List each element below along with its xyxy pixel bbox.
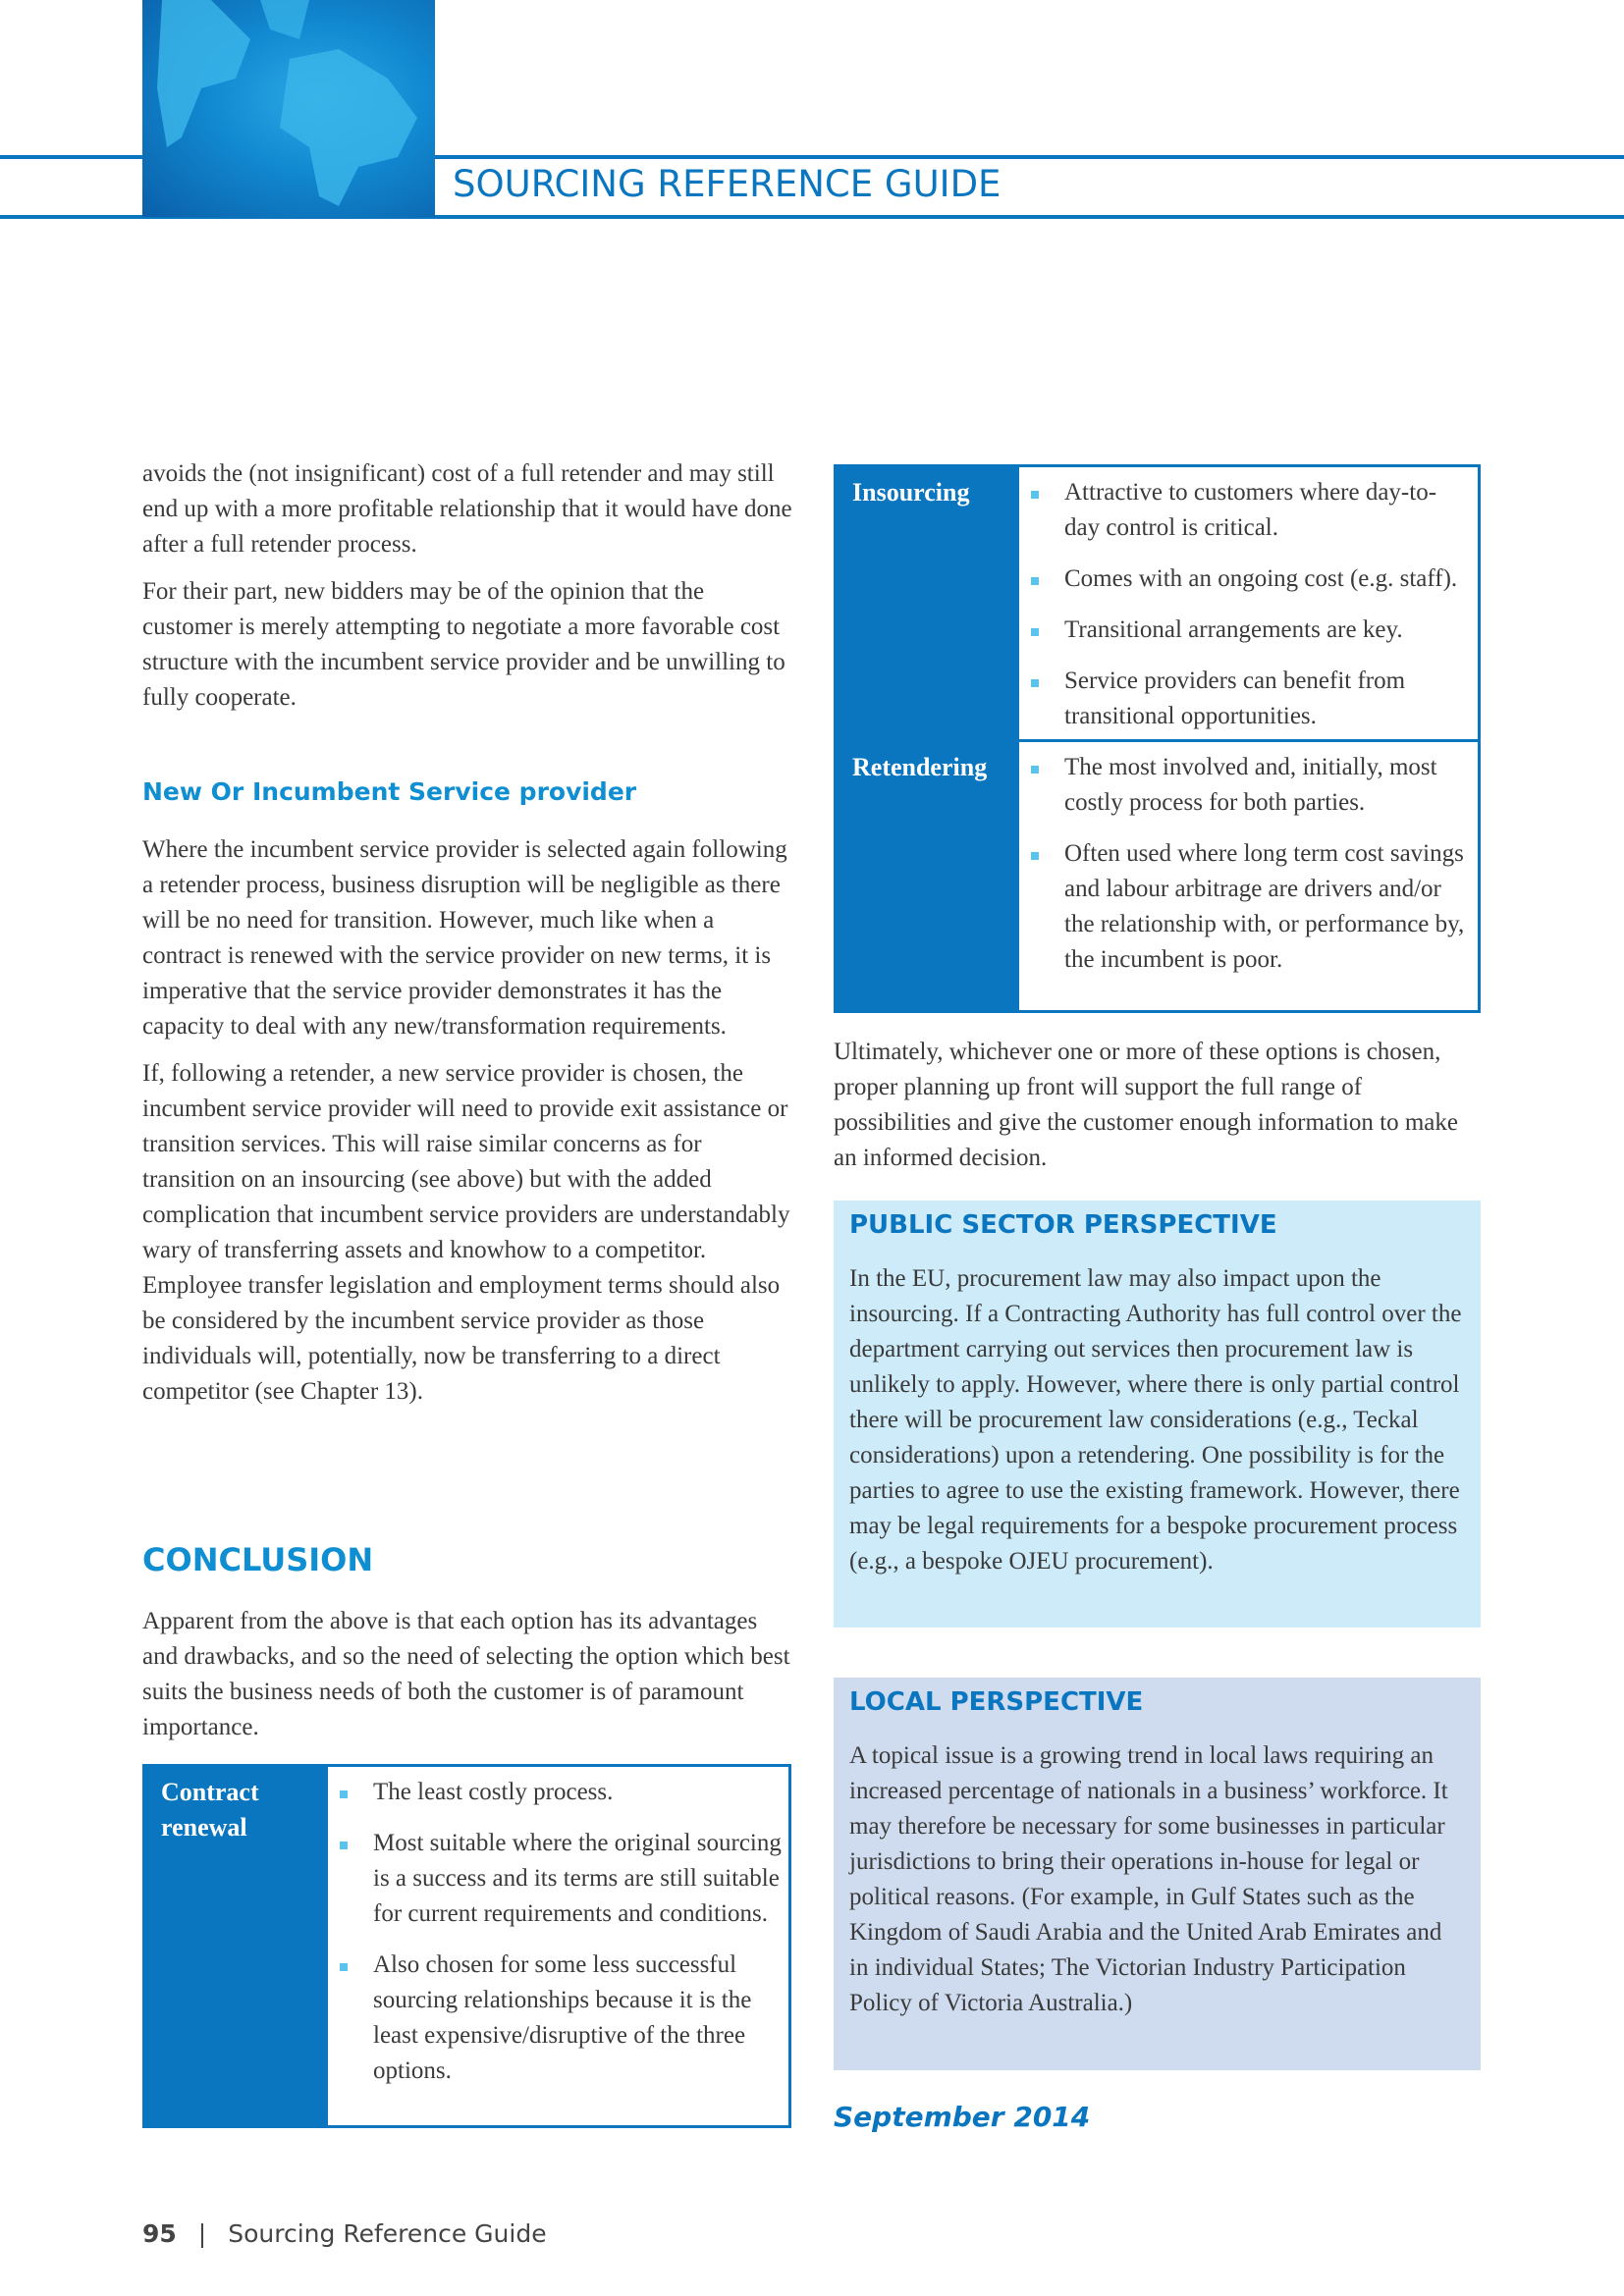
footer-title: Sourcing Reference Guide [228, 2219, 547, 2248]
paragraph: avoids the (not insignificant) cost of a full retender and may still end up with a more profitable relationship that it would have done after a full retender process. [142, 460, 792, 558]
subheading: New Or Incumbent Service provider [142, 777, 637, 806]
box-text: In the EU, procurement law may also impact upon the insourcing. If a Contracting Authority has full control over the department carrying out services then procurement law is unlikely to apply. However, where there is only partial control there will be procurement law considerations (e.g., Teckal considerations) upon a retendering. One possibility is for the parties to agree to use the existing framework. However, there may be legal requirements for a bespoke procurement process (e.g., a bespoke OJEU procurement). [849, 1265, 1462, 1575]
contract-renewal-table [142, 1764, 791, 2128]
bullet-item: Also chosen for some less successful sourcing relationships because it is the least expensive/disruptive of the three options. [336, 1948, 783, 2089]
row-label: Retendering [837, 742, 1019, 1010]
local-perspective-box [834, 1678, 1481, 2070]
conclusion-text [142, 1604, 792, 1757]
box-heading: PUBLIC SECTOR PERSPECTIVE [849, 1210, 1277, 1240]
box-text: A topical issue is a growing trend in local laws requiring an increased percentage of nationals in a business’ workforce. It may therefore be necessary for some businesses in particular jurisdictions to bring their operations in-house for legal or political reasons. (For example, in Gulf States such as the Kingdom of Saudi Arabia and the United Arab Emirates and in individual States; The Victorian Industry Participation Policy of Victoria Australia.) [849, 1742, 1448, 2016]
row-label: Insourcing [837, 467, 1019, 742]
paragraph: Where the incumbent service provider is selected again following a retender process, business disruption will be negligible as there will be no need for transition. However, much like when a contract is renewed with the service provider on new terms, it is imperative that the service provider demonstrates it has the capacity to deal with any new/transformation requirements. [142, 836, 787, 1040]
paragraph: For their part, new bidders may be of the opinion that the customer is merely attempting to negotiate a more favorable cost structure with the incumbent service provider and be unwilling to fully cooperate. [142, 578, 785, 711]
bullet-item: Comes with an ongoing cost (e.g. staff). [1027, 561, 1472, 597]
bullet-item: The most involved and, initially, most costly process for both parties. [1027, 750, 1472, 821]
date-label: September 2014 [834, 2101, 1091, 2133]
bullet-item: Service providers can benefit from transitional opportunities. [1027, 664, 1472, 734]
right-column-text [834, 1035, 1482, 1188]
page-number: 95 [142, 2219, 177, 2248]
left-column-text [142, 456, 792, 727]
bullet-item: Attractive to customers where day-to-day control is critical. [1027, 475, 1472, 546]
left-column-text-2 [142, 832, 792, 1421]
box-heading: LOCAL PERSPECTIVE [849, 1687, 1144, 1717]
paragraph: Apparent from the above is that each option has its advantages and drawbacks, and so the need of selecting the option which best suits the business needs of both the customer is of paramount importance. [142, 1608, 790, 1740]
bullet-item: The least costly process. [336, 1775, 783, 1810]
page-footer [142, 2219, 547, 2248]
options-table [834, 464, 1481, 1013]
paragraph: If, following a retender, a new service provider is chosen, the incumbent service provider will need to provide exit assistance or transition services. This will raise similar concerns as for transition on an insourcing (see above) but with the added complication that incumbent service providers are understandably wary of transferring assets and knowhow to a competitor. Employee transfer legislation and employment terms should also be considered by the incumbent service provider as those individuals will, potentially, now be transferring to a direct competitor (see Chapter 13). [142, 1060, 790, 1405]
footer-separator: | [197, 2219, 207, 2248]
paragraph: Ultimately, whichever one or more of these options is chosen, proper planning up front will support the full range of possibilities and give the customer enough information to make an informed decision. [834, 1039, 1458, 1171]
page-header-title: SOURCING REFERENCE GUIDE [453, 163, 1001, 205]
bullet-item: Transitional arrangements are key. [1027, 613, 1472, 648]
globe-header-image [142, 0, 435, 217]
row-label: Contract renewal [145, 1767, 328, 2125]
conclusion-heading: CONCLUSION [142, 1541, 374, 1578]
public-sector-box [834, 1201, 1481, 1628]
bullet-item: Often used where long term cost savings and labour arbitrage are drivers and/or the relationship with, or performance by, the incumbent is poor. [1027, 836, 1472, 978]
bullet-item: Most suitable where the original sourcing is a success and its terms are still suitable for current requirements and conditions. [336, 1826, 783, 1932]
